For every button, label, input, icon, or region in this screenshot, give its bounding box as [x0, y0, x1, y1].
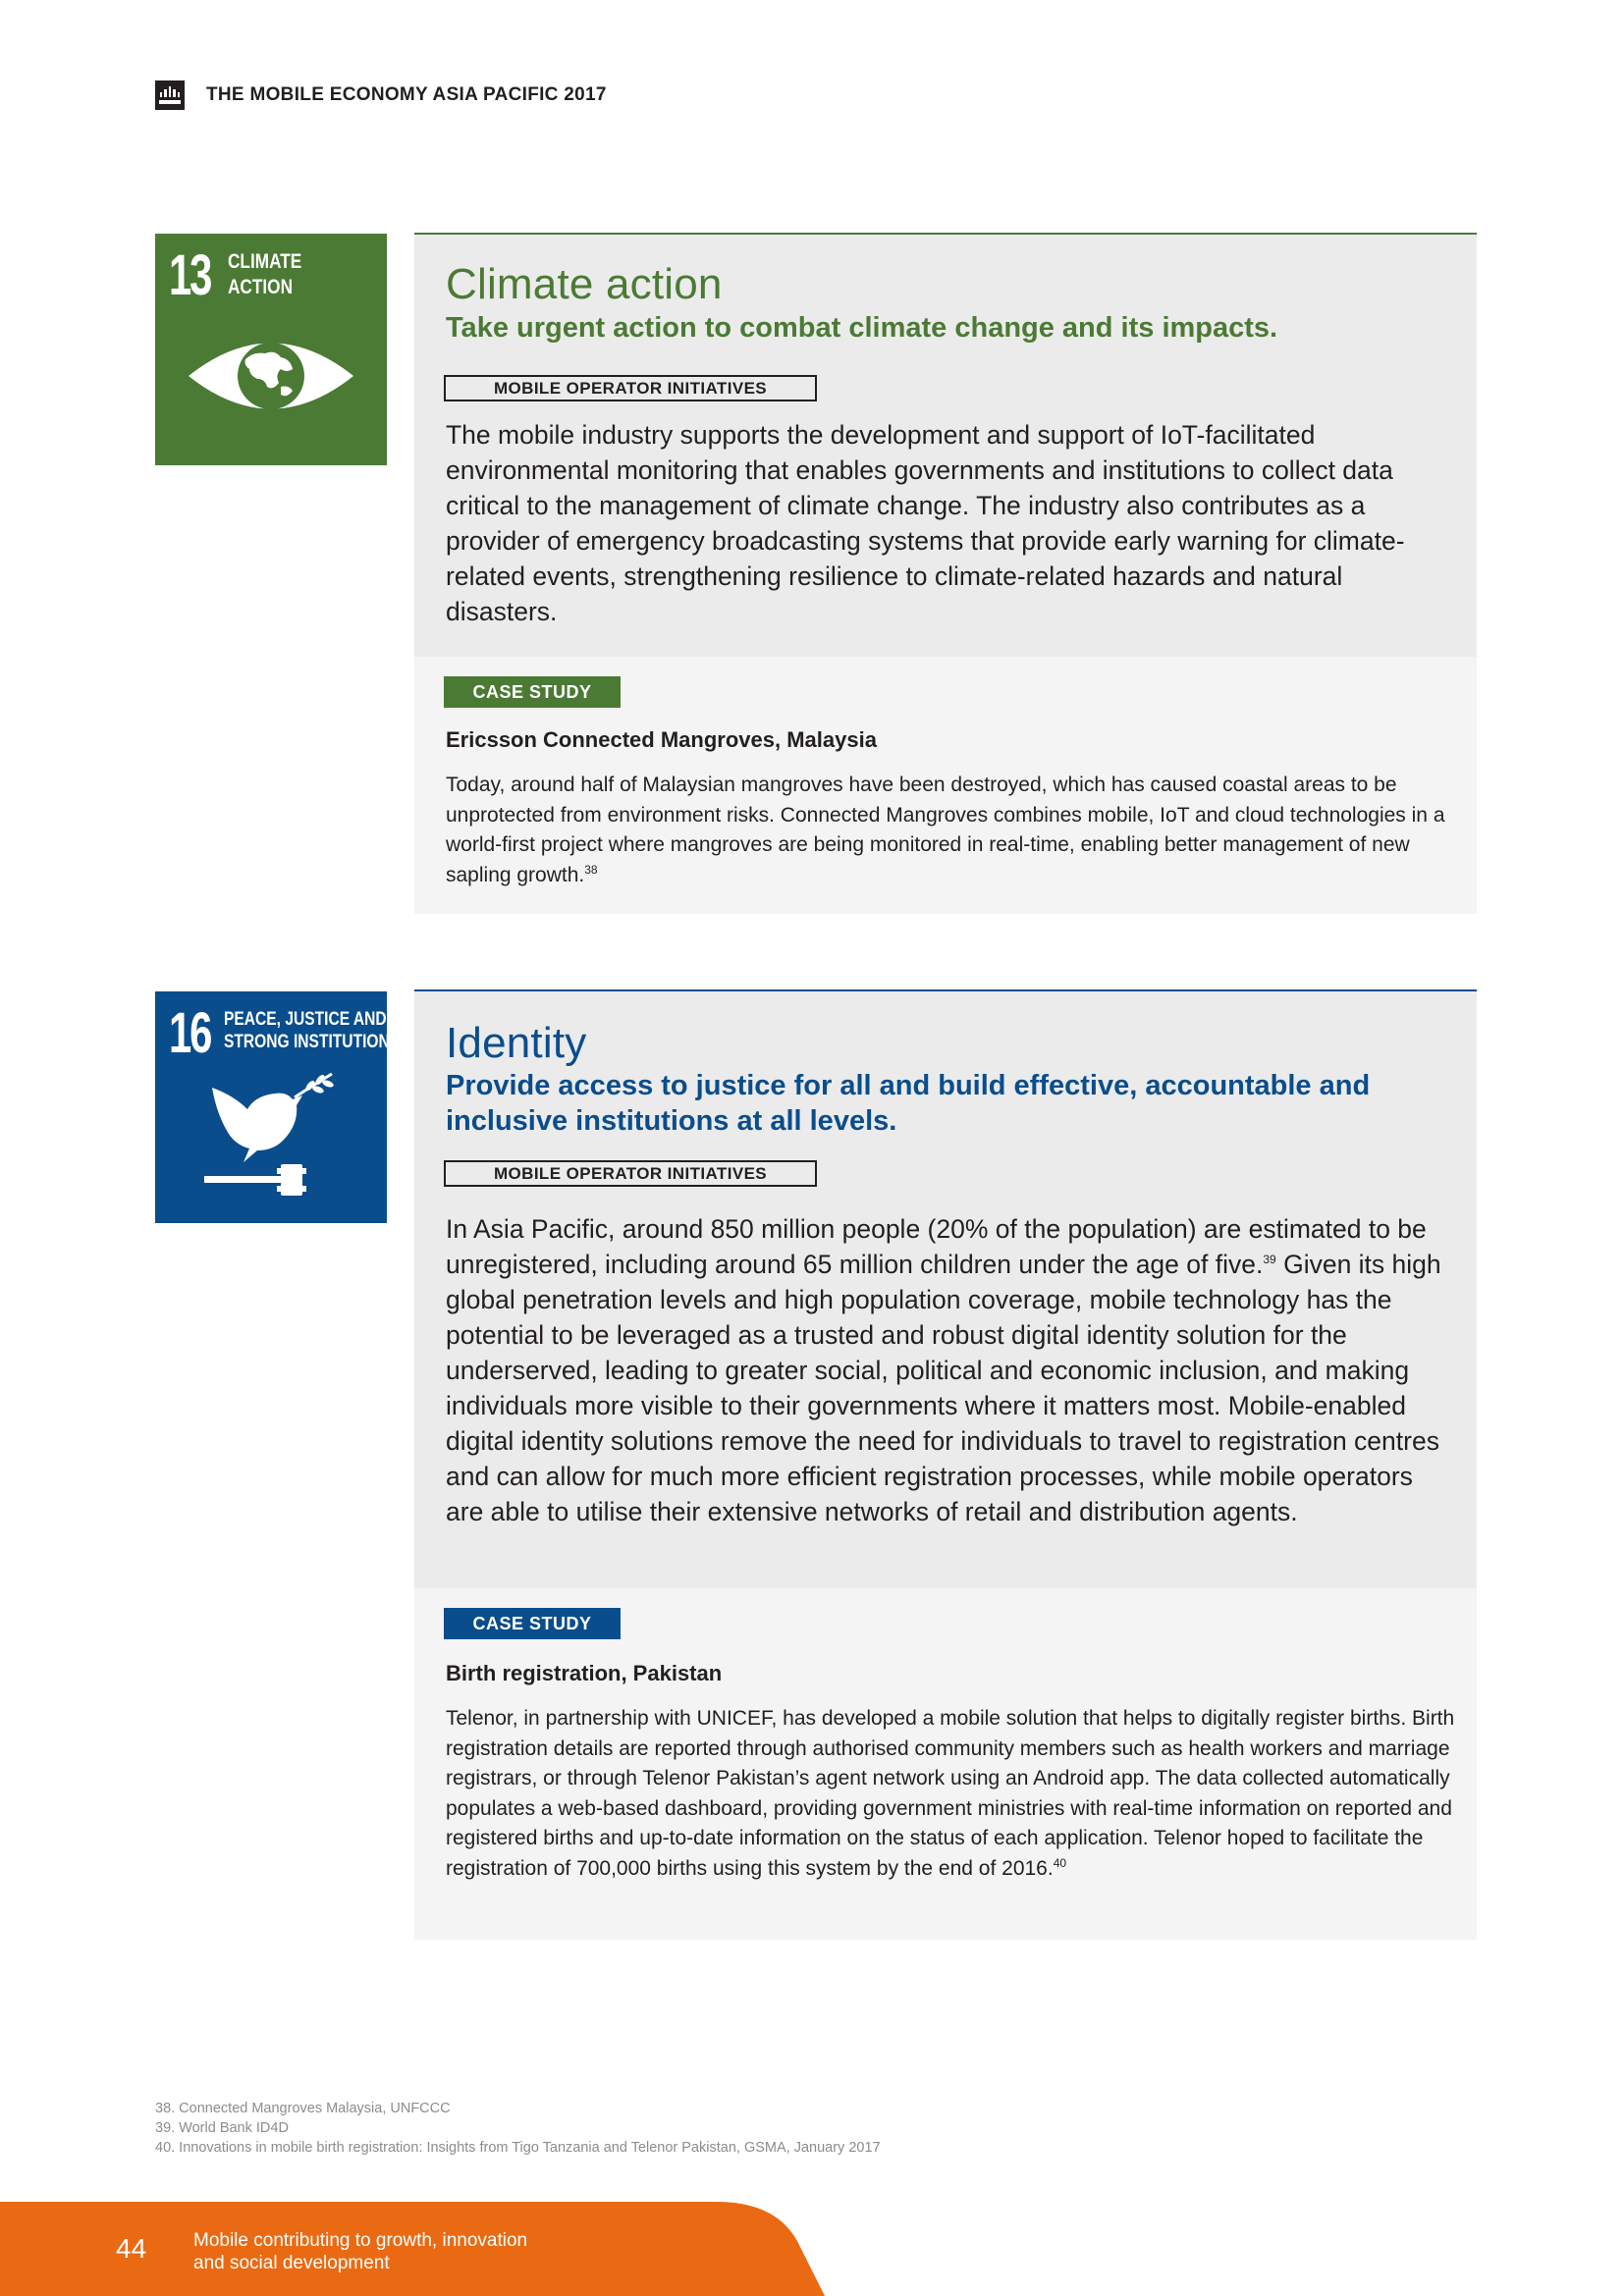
identity-case-study [414, 1588, 1477, 1940]
page-header [155, 80, 607, 110]
climate-panel [414, 233, 1477, 657]
section-title: Identity [446, 1019, 587, 1067]
footnotes [155, 2099, 881, 2158]
dove-gavel-icon [204, 1072, 342, 1200]
case-study-text: Telenor, in partnership with UNICEF, has developed a mobile solution that helps to digitally register births. Birth registration details are reported through authorised community members such as health workers and marriage registrars, or through Telenor Pakistan’s agent network using an Android app. The data collected automatically populates a web-based dashboard, providing government ministries with real-time information on reported and registered births and up-to-date information on the status of each application. Telenor hoped to facilitate the registration of 700,000 births using this system by the end of 2016.40 [446, 1707, 1455, 1880]
sdg-number: 13 [169, 243, 211, 307]
section-subtitle-line2: inclusive institutions at all levels. [446, 1105, 897, 1137]
sdg-label-line1: CLIMATE [228, 250, 302, 273]
section-subtitle-line1: Provide access to justice for all and build effective, accountable and [446, 1070, 1371, 1101]
gsma-logo-icon [155, 80, 185, 110]
section-body: In Asia Pacific, around 850 million people (20% of the population) are estimated to be unregistered, including around 65 million children under the age of five.$^{39}$ Given its high global penetration levels and high population coverage, mobile technology has the potential to be leveraged as a trusted and robust digital identity solution for the underserved, leading to greater social, political and economic inclusion, and making individuals more visible to their governments where it matters most. Mobile-enabled digital identity solutions remove the need for individuals to travel to registration centres and can allow for much more efficient registration processes, while mobile operators are able to utilise their extensive networks of retail and distribution agents. [446, 1214, 1441, 1526]
sdg-label-line2: ACTION [228, 276, 294, 298]
identity-panel [414, 989, 1477, 1588]
footer-caption: Mobile contributing to growth, innovation and social development [193, 2230, 528, 2273]
case-study-text: Today, around half of Malaysian mangroves have been destroyed, which has caused coastal areas to be unprotected from environment risks. Connected Mangroves combines mobile, IoT and cloud technologies in a world-first project where mangroves are being monitored in real-time, enabling better management of new sapling growth.$^{38}$ [446, 774, 1445, 886]
sdg-16-tile [155, 991, 401, 1223]
footnote-ref: 38 [584, 862, 598, 877]
sdg-label-line2: STRONG INSTITUTIONS [224, 1032, 401, 1052]
page-number: 44 [116, 2233, 147, 2264]
case-study-label: CASE STUDY [444, 1608, 621, 1639]
report-title: THE MOBILE ECONOMY ASIA PACIFIC 2017 [206, 84, 607, 105]
case-study-title: Ericsson Connected Mangroves, Malaysia [446, 727, 877, 752]
sdg-13-tile [155, 234, 387, 465]
footnote: 38. Connected Mangroves Malaysia, UNFCCC [155, 2101, 451, 2116]
initiatives-label: MOBILE OPERATOR INITIATIVES [444, 375, 817, 401]
initiatives-label: MOBILE OPERATOR INITIATIVES [444, 1160, 817, 1187]
section-body: The mobile industry supports the development and support of IoT-facilitated environmental monitoring that enables governments and institutions to collect data critical to the management of climate change. The industry also contributes as a provider of emergency broadcasting systems that provide early warning for climate-related events, strengthening resilience to climate-related hazards and natural disasters. [446, 420, 1405, 626]
footnote: 40. Innovations in mobile birth registration: Insights from Tigo Tanzania and Telenor Pakistan, GSMA, January 2017 [155, 2140, 881, 2156]
case-study-title: Birth registration, Pakistan [446, 1661, 723, 1685]
case-study-label: CASE STUDY [444, 676, 621, 708]
footnote: 39. World Bank ID4D [155, 2120, 289, 2136]
climate-case-study [414, 657, 1477, 914]
footnote-ref: 39 [1263, 1253, 1276, 1267]
eye-globe-icon [185, 330, 357, 422]
sdg-label-line1: PEACE, JUSTICE AND [224, 1009, 387, 1030]
section-subtitle: Take urgent action to combat climate change and its impacts. [446, 312, 1278, 344]
footnote-ref: 40 [1053, 1855, 1067, 1870]
section-title: Climate action [446, 260, 723, 308]
sdg-number: 16 [169, 1001, 211, 1065]
